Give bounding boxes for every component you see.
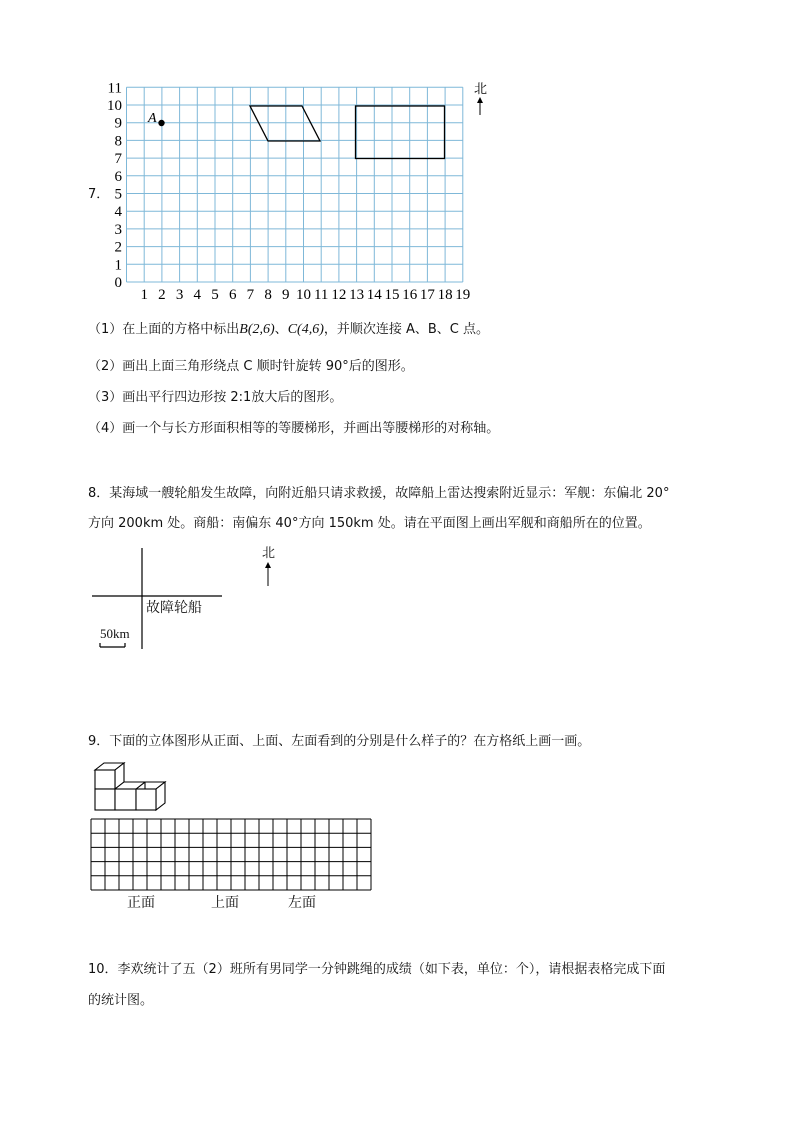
q7-y-tick-label: 10: [107, 98, 122, 114]
q7-x-tick-label: 12: [331, 287, 347, 303]
q7-x-tick-label: 11: [313, 287, 329, 303]
q10-line1: 10．李欢统计了五（2）班所有男同学一分钟跳绳的成绩（如下表，单位：个），请根据表格完成下面: [88, 962, 666, 977]
q7-north-label: 北: [474, 82, 488, 97]
q9-label-left: 左面: [288, 896, 316, 911]
q7-sub1-post: ，并顺次连接 A、B、C 点。: [323, 322, 490, 337]
q7-sub4: （4）画一个与长方形面积相等的等腰梯形，并画出等腰梯形的对称轴。: [88, 421, 500, 436]
q7-y-tick-label: 6: [114, 168, 122, 185]
q7-sub1-point-c: C(4,6): [287, 322, 324, 337]
q8-north-label: 北: [262, 546, 276, 561]
q7-x-tick-label: 14: [366, 287, 382, 303]
q7-x-tick-label: 19: [455, 287, 471, 303]
q7-sub1: [88, 318, 489, 338]
q9-line1: 9．下面的立体图形从正面、上面、左面看到的分别是什么样子的？在方格纸上画一画。: [88, 734, 591, 749]
q7-x-tick-label: 5: [211, 287, 219, 303]
q7-x-tick-label: 6: [228, 287, 237, 303]
q7-y-tick-label: 2: [114, 239, 122, 256]
q7-y-tick-label: 3: [114, 221, 122, 238]
q7-sub1-pre: （1）在上面的方格中标出: [88, 322, 240, 337]
q7-x-tick-label: 10: [296, 287, 311, 303]
q7-x-tick-label: 17: [419, 287, 435, 303]
q9-label-top: 上面: [211, 896, 239, 911]
q10-line2: 的统计图。: [88, 993, 154, 1008]
q7-sub1-point-b: B(2,6): [239, 322, 275, 337]
q7-sub2: （2）画出上面三角形绕点 C 顺时针旋转 90°后的图形。: [88, 359, 414, 374]
q7-sub1-sep: 、: [274, 322, 288, 337]
q8-line2: 方向 200km 处。商船：南偏东 40°方向 150km 处。请在平面图上画出军舰和商船所在的位置。: [88, 516, 651, 531]
q7-y-tick-labels: [107, 80, 123, 291]
q7-x-tick-label: 9: [282, 287, 290, 303]
parallelogram: [250, 106, 320, 141]
q8-scale-label: 50km: [100, 626, 130, 641]
q9-cube-figure: [0, 760, 200, 820]
q7-y-tick-label: 9: [114, 115, 122, 132]
point-a-label: A: [148, 111, 157, 126]
q7-x-tick-label: 16: [402, 287, 418, 303]
q7-number: 7．: [88, 187, 110, 202]
q7-y-tick-label: 4: [114, 204, 122, 221]
q7-y-tick-label: 5: [114, 186, 122, 203]
q7-x-tick-label: 7: [246, 287, 255, 303]
q7-x-tick-label: 13: [349, 287, 365, 303]
q7-y-tick-label: 0: [114, 275, 122, 291]
q7-x-tick-label: 4: [193, 287, 202, 303]
q7-x-tick-label: 15: [384, 287, 400, 303]
q7-x-tick-label: 8: [264, 287, 272, 303]
q7-x-tick-label: 3: [175, 287, 184, 303]
q8-ship-label: 故障轮船: [146, 601, 202, 616]
q7-y-tick-label: 8: [114, 133, 122, 150]
q7-north-arrowhead: [477, 97, 483, 103]
q9-grid: [88, 816, 388, 896]
q7-x-tick-labels: [140, 287, 470, 303]
q7-y-tick-label: 7: [114, 151, 122, 168]
q7-x-tick-label: 1: [140, 287, 148, 303]
q8-line1: 8．某海域一艘轮船发生故障，向附近船只请求救援，故障船上雷达搜索附近显示：军舰：东偏北 20°: [88, 486, 670, 501]
q9-label-front: 正面: [127, 896, 155, 911]
q7-y-tick-label: 1: [114, 257, 122, 274]
q7-sub3: （3）画出平行四边形按 2:1放大后的图形。: [88, 390, 343, 405]
q7-x-tick-label: 18: [437, 287, 453, 303]
q7-x-tick-label: 2: [158, 287, 166, 303]
q7-grid-figure: [0, 0, 794, 303]
rectangle: [356, 106, 445, 159]
q7-grid: [127, 87, 463, 282]
point-a-dot: [158, 120, 164, 126]
q8-north-arrowhead: [265, 562, 271, 568]
q7-y-tick-label: 11: [107, 80, 122, 97]
